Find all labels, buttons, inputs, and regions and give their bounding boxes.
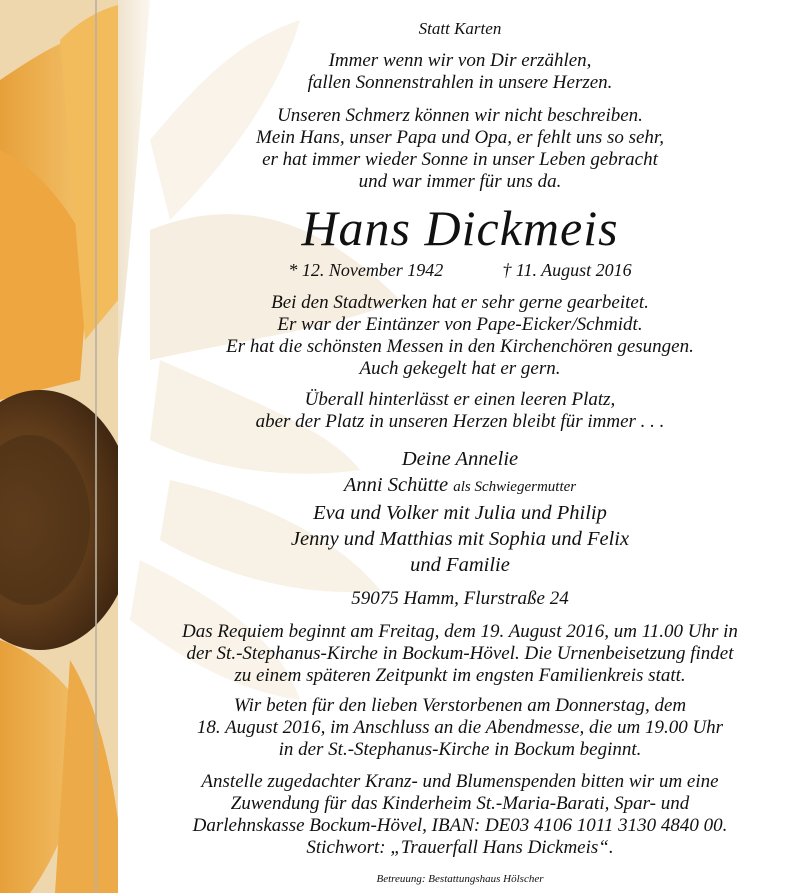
family-block	[120, 446, 800, 578]
footer-credit: Betreuung: Bestattungshaus Hölscher	[376, 873, 544, 885]
requiem-line: Das Requiem beginnt am Freitag, dem 19. August 2016, um 11.00 Uhr in	[182, 621, 738, 642]
prayer-block	[120, 695, 800, 761]
intro-line: Mein Hans, unser Papa und Opa, er fehlt uns so sehr,	[256, 127, 664, 148]
bio-line: Er war der Eintänzer von Pape-Eicker/Schmidt.	[277, 314, 643, 335]
family-line: Jenny und Matthias mit Sophia und Felix	[290, 528, 630, 550]
intro-line: Unseren Schmerz können wir nicht beschreiben.	[277, 105, 643, 126]
donation-line: Darlehnskasse Bockum-Hövel, IBAN: DE03 4106 1011 3130 4840 00.	[192, 815, 728, 836]
family-line	[120, 472, 800, 500]
bio-line: Auch gekegelt hat er gern.	[359, 358, 561, 379]
family-line: und Familie	[410, 554, 510, 576]
intro-block	[120, 105, 800, 193]
family-line: Deine Annelie	[401, 448, 519, 470]
obituary-notice	[120, 0, 800, 893]
deceased-name-block	[120, 200, 800, 256]
header-text-block	[120, 18, 800, 40]
intro-line: und war immer für uns da.	[358, 171, 562, 192]
header-text: Statt Karten	[418, 19, 502, 38]
address-block	[120, 588, 800, 610]
requiem-block	[120, 621, 800, 687]
requiem-line: zu einem späteren Zeitpunkt im engsten Familienkreis statt.	[234, 665, 686, 686]
poem-line: fallen Sonnenstrahlen in unsere Herzen.	[307, 72, 613, 93]
donation-block	[120, 771, 800, 859]
donation-line: Stichwort: „Trauerfall Hans Dickmeis“.	[306, 837, 614, 858]
deceased-name: Hans Dickmeis	[301, 200, 619, 256]
verse-block	[120, 389, 800, 433]
prayer-line: 18. August 2016, im Anschluss an die Abendmesse, die um 19.00 Uhr	[196, 717, 724, 738]
prayer-line: in der St.-Stephanus-Kirche in Bockum beginnt.	[278, 739, 642, 760]
address: 59075 Hamm, Flurstraße 24	[351, 588, 569, 609]
footer-block	[120, 872, 800, 886]
dates-block	[120, 258, 800, 282]
intro-line: er hat immer wieder Sonne in unser Leben gebracht	[262, 149, 658, 170]
verse-line: aber der Platz in unseren Herzen bleibt für immer . . .	[255, 411, 665, 432]
donation-line: Anstelle zugedachter Kranz- und Blumenspenden bitten wir um eine	[201, 771, 719, 792]
prayer-line: Wir beten für den lieben Verstorbenen am Donnerstag, dem	[233, 695, 687, 716]
family-member-role: als Schwiegermutter	[453, 479, 577, 495]
requiem-line: der St.-Stephanus-Kirche in Bockum-Hövel. Die Urnenbeisetzung findet	[186, 643, 734, 664]
poem-block	[120, 50, 800, 94]
verse-line: Überall hinterlässt er einen leeren Platz,	[304, 389, 616, 410]
death-date: † 11. August 2016	[502, 260, 632, 280]
family-member-name: Anni Schütte	[343, 474, 449, 496]
poem-line: Immer wenn wir von Dir erzählen,	[328, 50, 592, 71]
bio-line: Er hat die schönsten Messen in den Kirchenchören gesungen.	[226, 336, 694, 357]
family-line: Eva und Volker mit Julia und Philip	[313, 502, 607, 524]
donation-line: Zuwendung für das Kinderheim St.-Maria-Barati, Spar- und	[230, 793, 690, 814]
bio-block	[120, 292, 800, 380]
birth-date: * 12. November 1942	[288, 260, 444, 280]
bio-line: Bei den Stadtwerken hat er sehr gerne gearbeitet.	[271, 292, 649, 313]
